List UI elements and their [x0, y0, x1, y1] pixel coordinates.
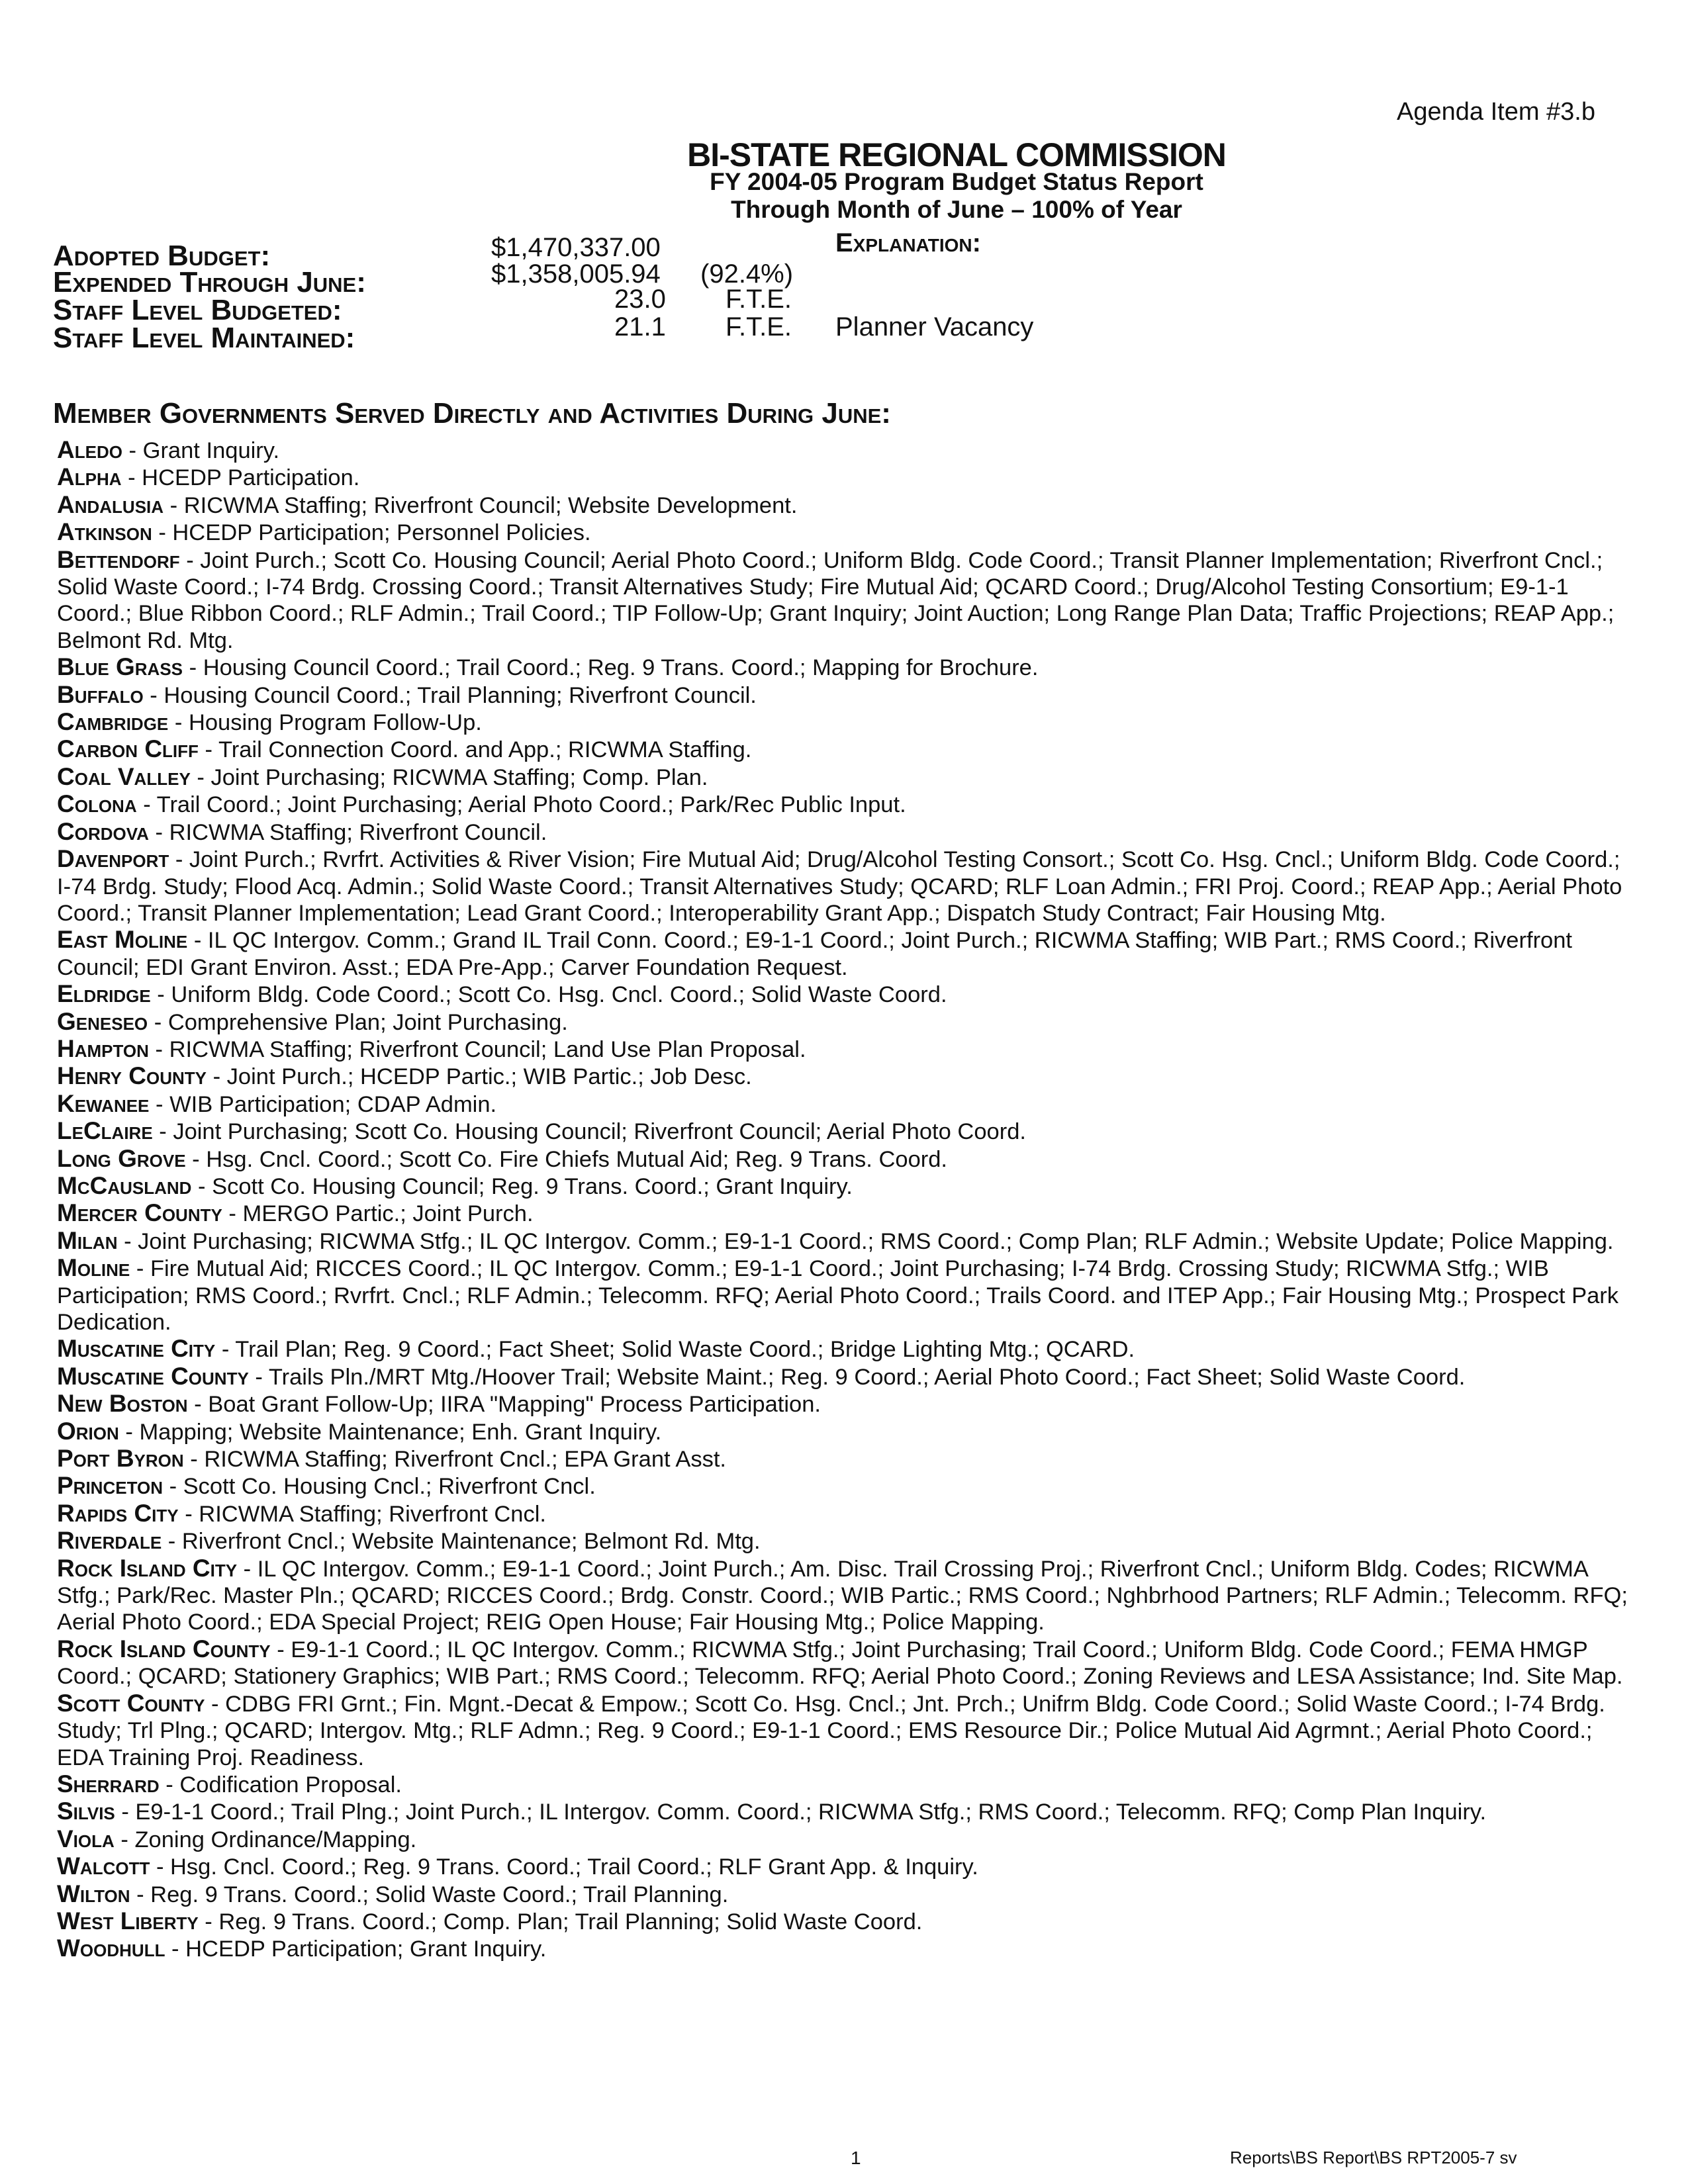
- government-name: Hampton: [57, 1034, 149, 1062]
- activities-text: - Joint Purchasing; Scott Co. Housing Council; Riverfront Council; Aerial Photo Coord.: [152, 1119, 1026, 1145]
- list-item: [57, 492, 1632, 519]
- activities-text: - Housing Program Follow-Up.: [168, 710, 482, 736]
- government-name: Kewanee: [57, 1089, 150, 1117]
- government-name: Carbon Cliff: [57, 735, 199, 763]
- activities-text: - RICWMA Staffing; Riverfront Council; Website Development.: [164, 492, 798, 518]
- government-name: Riverdale: [57, 1527, 162, 1555]
- list-item: [57, 1500, 1632, 1527]
- activities-text: - Scott Co. Housing Council; Reg. 9 Trans. Coord.; Grant Inquiry.: [191, 1173, 853, 1199]
- government-name: Scott County: [57, 1689, 205, 1717]
- activities-text: - Joint Purchasing; RICWMA Staffing; Comp. Plan.: [190, 764, 708, 790]
- list-item: [57, 1063, 1632, 1090]
- list-item: [57, 1036, 1632, 1063]
- activities-text: - Grant Inquiry.: [122, 438, 280, 463]
- list-item: [57, 764, 1632, 791]
- activities-text: - HCEDP Participation.: [121, 465, 360, 491]
- activities-text: - Trail Coord.; Joint Purchasing; Aerial Photo Coord.; Park/Rec Public Input.: [136, 792, 906, 818]
- list-item: [57, 682, 1632, 709]
- activities-text: - CDBG FRI Grnt.; Fin. Mgnt.-Decat & Empow.; Scott Co. Hsg. Cncl.; Jnt. Prch.; Unifrm Bldg. Code Coord.; Solid Waste Coord.; I-74 Brdg. Study; Trl Plng.; QCARD; Intergov. Mtg.; RLF Admn.; Reg. 9 Coord.; E9-1-1 Coord.; EMS Resource Dir.; Police Mutual Aid Agrmnt.; Aerial Photo Coord.; EDA Training Proj. Readiness.: [57, 1691, 1605, 1770]
- page-title: BI-STATE REGIONAL COMMISSION: [687, 136, 1226, 173]
- list-item: [57, 1798, 1632, 1825]
- government-name: Rock Island City: [57, 1554, 238, 1582]
- list-item: [57, 1200, 1632, 1227]
- activities-text: - Reg. 9 Trans. Coord.; Comp. Plan; Trail Planning; Solid Waste Coord.: [198, 1909, 923, 1934]
- staff-budgeted-label: Staff Level Budgeted:: [53, 294, 342, 326]
- government-name: West Liberty: [57, 1907, 199, 1934]
- list-item: [57, 1527, 1632, 1555]
- activities-text: - Mapping; Website Maintenance; Enh. Grant Inquiry.: [118, 1419, 662, 1445]
- activities-text: - Housing Council Coord.; Trail Planning; Riverfront Council.: [143, 682, 757, 708]
- government-name: Cordova: [57, 817, 149, 845]
- government-name: Muscatine County: [57, 1362, 249, 1390]
- list-item: [57, 709, 1632, 736]
- staff-maintained-unit: F.T.E.: [726, 312, 792, 341]
- activities-text: - E9-1-1 Coord.; IL QC Intergov. Comm.; RICWMA Stfg.; Joint Purchasing; Trail Coord.; Uniform Bldg. Code Coord.; FEMA HMGP Coord.; QCARD; Stationery Graphics; WIB Part.; RMS Coord.; Telecomm. RFQ; Aerial Photo Coord.; Zoning Reviews and LESA Assistance; Ind. Site Map.: [57, 1637, 1623, 1690]
- activities-text: - IL QC Intergov. Comm.; E9-1-1 Coord.; Joint Purch.; Am. Disc. Trail Crossing Proj.; Riverfront Cncl.; Uniform Bldg. Codes; RICWMA Stfg.; Park/Rec. Master Pln.; QCARD; RICCES Coord.; Brdg. Constr. Coord.; WIB Partic.; RMS Coord.; Nghbrhood Partners; RLF Admin.; Telecomm. RFQ; Aerial Photo Coord.; EDA Special Project; REIG Open House; Fair Housing Mtg.; Police Mapping.: [57, 1556, 1628, 1635]
- list-item: [57, 1009, 1632, 1036]
- activities-text: - Joint Purchasing; RICWMA Stfg.; IL QC Intergov. Comm.; E9-1-1 Coord.; RMS Coord.; Comp Plan; RLF Admin.; Website Update; Police Mapping.: [117, 1228, 1614, 1254]
- government-name: Woodhull: [57, 1934, 165, 1962]
- government-name: Sherrard: [57, 1770, 160, 1797]
- list-item: [57, 1173, 1632, 1200]
- staff-budgeted-value: 23.0: [614, 285, 666, 314]
- activities-text: - Fire Mutual Aid; RICCES Coord.; IL QC Intergov. Comm.; E9-1-1 Coord.; Joint Purchasing; I-74 Brdg. Crossing Study; RICWMA Stfg.; WIB Participation; RMS Coord.; Rvrfrt. Cncl.; RLF Admin.; Telecomm. RFQ; Aerial Photo Coord.; Trails Coord. and ITEP App.; Fair Housing Mtg.; Prospect Park Dedication.: [57, 1256, 1619, 1335]
- staff-maintained-explanation: Planner Vacancy: [835, 312, 1034, 341]
- activities-text: - Boat Grant Follow-Up; IIRA "Mapping" Process Participation.: [187, 1392, 821, 1418]
- activities-text: - HCEDP Participation; Personnel Policies.: [152, 520, 591, 546]
- government-name: Colona: [57, 790, 137, 818]
- list-item: [57, 1881, 1632, 1908]
- activities-text: - E9-1-1 Coord.; Trail Plng.; Joint Purch.; IL Intergov. Comm. Coord.; RICWMA Stfg.; RMS Coord.; Telecomm. RFQ; Comp Plan Inquiry.: [115, 1799, 1487, 1825]
- list-item: [57, 1363, 1632, 1390]
- activities-text: - RICWMA Staffing; Riverfront Council.: [148, 819, 547, 845]
- list-item: [57, 1418, 1632, 1445]
- member-government-list: [57, 437, 1632, 1963]
- government-name: Moline: [57, 1254, 130, 1282]
- government-name: Rock Island County: [57, 1635, 271, 1662]
- list-item: [57, 791, 1632, 818]
- list-item: [57, 1390, 1632, 1418]
- activities-text: - RICWMA Staffing; Riverfront Council; Land Use Plan Proposal.: [148, 1036, 806, 1062]
- staff-maintained-label: Staff Level Maintained:: [53, 322, 355, 354]
- list-item: [57, 547, 1632, 655]
- staff-budgeted-unit: F.T.E.: [726, 285, 792, 314]
- activities-text: - WIB Participation; CDAP Admin.: [149, 1091, 497, 1117]
- government-name: Henry County: [57, 1062, 207, 1090]
- list-item: [57, 437, 1632, 464]
- government-name: Aledo: [57, 436, 122, 463]
- list-item: [57, 1336, 1632, 1363]
- government-name: New Boston: [57, 1390, 188, 1418]
- list-item: [57, 1908, 1632, 1935]
- list-item: [57, 1473, 1632, 1500]
- activities-text: - Trail Connection Coord. and App.; RICWMA Staffing.: [198, 737, 752, 763]
- staff-maintained-value: 21.1: [614, 312, 666, 341]
- government-name: Davenport: [57, 845, 169, 873]
- activities-text: - HCEDP Participation; Grant Inquiry.: [165, 1936, 547, 1962]
- government-name: Eldridge: [57, 980, 151, 1008]
- section-heading: Member Governments Served Directly and Activities During June:: [53, 397, 891, 430]
- explanation-label: Explanation:: [835, 228, 981, 257]
- government-name: Atkinson: [57, 518, 152, 546]
- expended-percent: (92.4%): [700, 259, 794, 289]
- government-name: LeClaire: [57, 1117, 153, 1145]
- government-name: Cambridge: [57, 708, 169, 736]
- agenda-item-label: Agenda Item #3.b: [1397, 98, 1595, 126]
- government-name: East Moline: [57, 926, 188, 954]
- government-name: Milan: [57, 1226, 118, 1254]
- activities-text: - Scott Co. Housing Cncl.; Riverfront Cncl.: [163, 1474, 596, 1500]
- activities-text: - Reg. 9 Trans. Coord.; Solid Waste Coord.; Trail Planning.: [130, 1882, 729, 1907]
- expended-value: $1,358,005.94: [491, 259, 661, 289]
- government-name: Port Byron: [57, 1445, 184, 1473]
- list-item: [57, 1555, 1632, 1636]
- list-item: [57, 1826, 1632, 1853]
- government-name: Viola: [57, 1825, 115, 1852]
- list-item: [57, 1935, 1632, 1962]
- government-name: Muscatine City: [57, 1335, 216, 1363]
- list-item: [57, 981, 1632, 1008]
- government-name: Mercer County: [57, 1199, 222, 1227]
- list-item: [57, 1091, 1632, 1118]
- government-name: Geneseo: [57, 1007, 148, 1035]
- activities-text: - Joint Purch.; HCEDP Partic.; WIB Partic.; Job Desc.: [207, 1064, 752, 1090]
- file-path: Reports\BS Report\BS RPT2005-7 sv: [1230, 2148, 1517, 2167]
- list-item: [57, 654, 1632, 681]
- government-name: Silvis: [57, 1797, 115, 1825]
- list-item: [57, 1255, 1632, 1336]
- list-item: [57, 1690, 1632, 1771]
- list-item: [57, 846, 1632, 927]
- activities-text: - Hsg. Cncl. Coord.; Reg. 9 Trans. Coord.; Trail Coord.; RLF Grant App. & Inquiry.: [150, 1854, 978, 1880]
- list-item: [57, 927, 1632, 981]
- activities-text: - Uniform Bldg. Code Coord.; Scott Co. Hsg. Cncl. Coord.; Solid Waste Coord.: [150, 982, 947, 1008]
- government-name: Buffalo: [57, 680, 144, 708]
- government-name: Walcott: [57, 1852, 150, 1880]
- government-name: McCausland: [57, 1171, 192, 1199]
- list-item: [57, 819, 1632, 846]
- adopted-budget-value: $1,470,337.00: [491, 233, 661, 262]
- activities-text: - Housing Council Coord.; Trail Coord.; Reg. 9 Trans. Coord.; Mapping for Brochure.: [183, 655, 1039, 681]
- activities-text: - Hsg. Cncl. Coord.; Scott Co. Fire Chiefs Mutual Aid; Reg. 9 Trans. Coord.: [185, 1146, 948, 1172]
- government-name: Princeton: [57, 1472, 163, 1500]
- list-item: [57, 1445, 1632, 1473]
- activities-text: - IL QC Intergov. Comm.; Grand IL Trail Conn. Coord.; E9-1-1 Coord.; Joint Purch.; RICWMA Staffing; WIB Part.; RMS Coord.; Riverfront Council; EDI Grant Environ. Asst.; EDA Pre-App.; Carver Foundation Request.: [57, 928, 1573, 980]
- activities-text: - Trails Pln./MRT Mtg./Hoover Trail; Website Maint.; Reg. 9 Coord.; Aerial Photo Coord.; Fact Sheet; Solid Waste Coord.: [248, 1364, 1466, 1390]
- report-subtitle: FY 2004-05 Program Budget Status Report: [710, 168, 1203, 195]
- expended-label: Expended Through June:: [53, 266, 366, 298]
- list-item: [57, 736, 1632, 763]
- government-name: Orion: [57, 1417, 119, 1445]
- government-name: Blue Grass: [57, 653, 183, 681]
- government-name: Rapids City: [57, 1499, 179, 1527]
- activities-text: - Riverfront Cncl.; Website Maintenance; Belmont Rd. Mtg.: [162, 1529, 761, 1555]
- activities-text: - Joint Purch.; Rvrfrt. Activities & River Vision; Fire Mutual Aid; Drug/Alcohol Testing Consort.; Scott Co. Hsg. Cncl.; Uniform Bldg. Code Coord.; I-74 Brdg. Study; Flood Acq. Admin.; Solid Waste Coord.; Transit Alternatives Study; QCARD; RLF Loan Admin.; FRI Proj. Coord.; REAP App.; Aerial Photo Coord.; Transit Planner Implementation; Lead Grant Coord.; Interoperability Grant App.; Dispatch Study Contract; Fair Housing Mtg.: [57, 847, 1622, 926]
- report-period: Through Month of June – 100% of Year: [731, 196, 1182, 223]
- government-name: Andalusia: [57, 490, 164, 518]
- list-item: [57, 464, 1632, 491]
- government-name: Long Grove: [57, 1144, 186, 1172]
- activities-text: - Joint Purch.; Scott Co. Housing Council; Aerial Photo Coord.; Uniform Bldg. Code Coord.; Transit Planner Implementation; Riverfront Cncl.; Solid Waste Coord.; I-74 Brdg. Crossing Coord.; Transit Alternatives Study; Fire Mutual Aid; QCARD Coord.; Drug/Alcohol Testing Consortium; E9-1-1 Coord.; Blue Ribbon Coord.; RLF Admin.; Trail Coord.; TIP Follow-Up; Grant Inquiry; Joint Auction; Long Range Plan Data; Traffic Projections; REAP App.; Belmont Rd. Mtg.: [57, 547, 1615, 653]
- list-item: [57, 1118, 1632, 1145]
- list-item: [57, 1636, 1632, 1690]
- government-name: Wilton: [57, 1880, 130, 1907]
- activities-text: - Zoning Ordinance/Mapping.: [114, 1827, 417, 1852]
- activities-text: - MERGO Partic.; Joint Purch.: [222, 1201, 534, 1227]
- list-item: [57, 1146, 1632, 1173]
- government-name: Bettendorf: [57, 545, 180, 573]
- activities-text: - Comprehensive Plan; Joint Purchasing.: [148, 1009, 568, 1035]
- activities-text: - Codification Proposal.: [159, 1772, 402, 1797]
- government-name: Coal Valley: [57, 762, 191, 790]
- government-name: Alpha: [57, 463, 122, 491]
- adopted-budget-label: Adopted Budget:: [53, 240, 271, 272]
- list-item: [57, 519, 1632, 546]
- list-item: [57, 1228, 1632, 1255]
- activities-text: - Trail Plan; Reg. 9 Coord.; Fact Sheet; Solid Waste Coord.; Bridge Lighting Mtg.; QCARD.: [215, 1337, 1135, 1363]
- list-item: [57, 1853, 1632, 1880]
- list-item: [57, 1771, 1632, 1798]
- page-number: 1: [851, 2148, 861, 2168]
- activities-text: - RICWMA Staffing; Riverfront Cncl.: [178, 1501, 546, 1527]
- activities-text: - RICWMA Staffing; Riverfront Cncl.; EPA Grant Asst.: [183, 1447, 726, 1473]
